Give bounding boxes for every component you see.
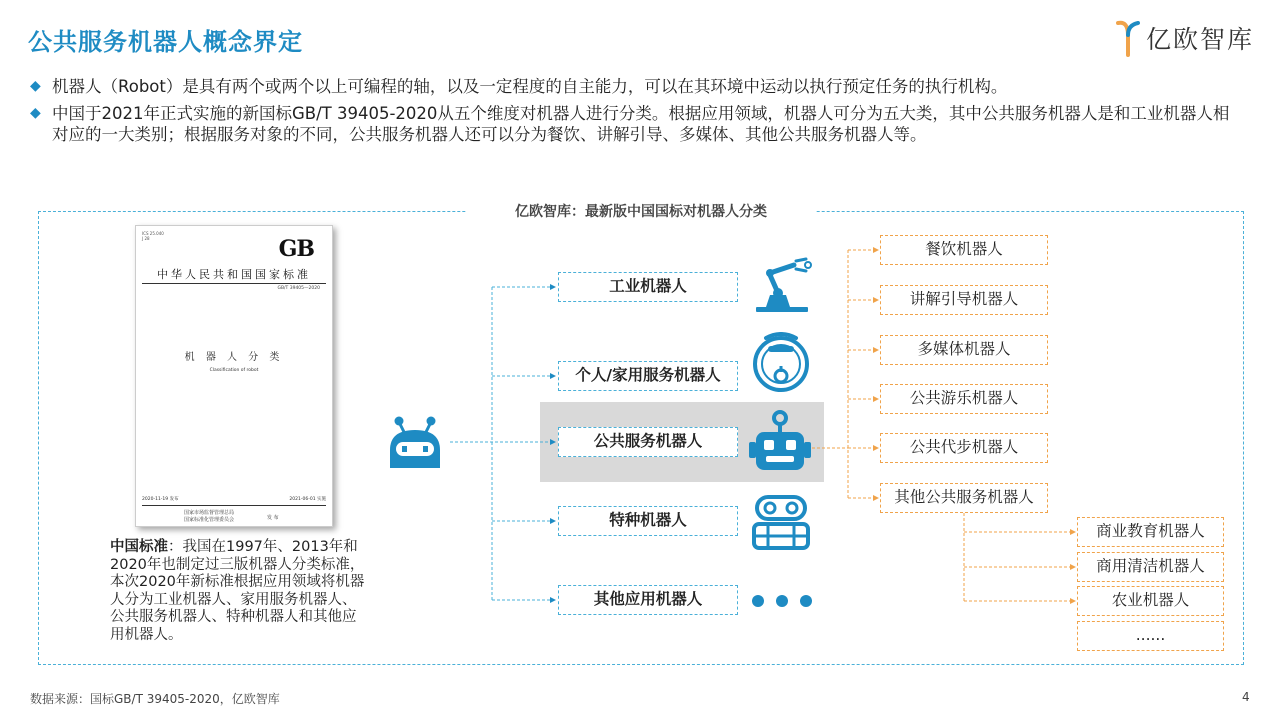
subtype-guide-robot: 讲解引导机器人 (880, 285, 1048, 315)
page-number: 4 (1242, 690, 1250, 704)
brand-mark-icon (1116, 19, 1140, 57)
bullet-text: 中国于2021年正式实施的新国标GB/T 39405-2020从五个维度对机器人进行分类。根据应用领域，机器人可分为五大类，其中公共服务机器人是和工业机器人相对应的一大类别；根据服务对象的不同，公共服务机器人还可以分为餐饮、讲解引导、多媒体、其他公共服务机器人等。 (52, 104, 1230, 144)
doc-name: 机 器 人 分 类 (184, 352, 284, 363)
doc-implement-date: 2021-06-01 实施 (289, 497, 326, 502)
doc-std-number: GB/T 39405—2020 (277, 286, 320, 291)
robot-vacuum-icon (750, 332, 812, 392)
category-other-robot: 其他应用机器人 (558, 585, 738, 615)
diamond-bullet-icon: ◆ (30, 105, 41, 121)
doc-publish-date: 2020-11-19 发布 (142, 497, 179, 502)
diamond-bullet-icon: ◆ (30, 78, 41, 94)
subtype-education-robot: 商业教育机器人 (1077, 517, 1224, 547)
ellipsis-dots-icon (750, 592, 814, 610)
subtype-catering-robot: 餐饮机器人 (880, 235, 1048, 265)
note-body: ：我国在1997年、2013年和2020年也制定过三版机器人分类标准，本次2020年新标准根据应用领域将机器人分为工业机器人、家用服务机器人、公共服务机器人、特种机器人和其他应用机器人。 (110, 539, 365, 643)
intro-bullets (30, 76, 1240, 151)
doc-name-en: Classification of robot (209, 368, 259, 373)
doc-header: 中华人民共和国国家标准 (157, 268, 311, 281)
doc-issuers: 国家市场监督管理总局 国家标准化管理委员会 (184, 510, 235, 523)
diagram-title: 亿欧智库：最新版中国国标对机器人分类 (466, 202, 816, 222)
category-public-service-robot: 公共服务机器人 (558, 427, 738, 457)
subtype-other-public-robot: 其他公共服务机器人 (880, 483, 1048, 513)
doc-rule (142, 283, 326, 284)
standard-document-cover (135, 225, 333, 527)
doc-ics-code: ICS 25.040 J 28 (142, 231, 164, 241)
page-title: 公共服务机器人概念界定 (28, 28, 303, 56)
gb-logo: GB (278, 236, 314, 262)
subtype-amusement-robot: 公共游乐机器人 (880, 384, 1048, 414)
robot-head-icon (388, 414, 442, 470)
data-source: 数据来源：国标GB/T 39405-2020，亿欧智库 (30, 692, 280, 706)
doc-issue: 发 布 (267, 515, 279, 521)
category-special-robot: 特种机器人 (558, 506, 738, 536)
subtype-agriculture-robot: 农业机器人 (1077, 586, 1224, 616)
bullet-text: 机器人（Robot）是具有两个或两个以上可编程的轴，以及一定程度的自主能力，可以在其环境中运动以执行预定任务的执行机构。 (52, 77, 1008, 96)
brand-name: 亿欧智库 (1146, 25, 1255, 54)
doc-rule (142, 505, 326, 506)
category-home-service-robot: 个人/家用服务机器人 (558, 361, 738, 391)
service-robot-icon (748, 410, 812, 474)
robot-arm-icon (750, 255, 814, 315)
standard-note (110, 539, 370, 644)
note-title: 中国标准 (110, 539, 168, 555)
bullet-item (30, 103, 1240, 145)
brand-logo (1116, 18, 1254, 58)
subtype-more: ...... (1077, 621, 1224, 651)
subtype-transport-robot: 公共代步机器人 (880, 433, 1048, 463)
bullet-item (30, 76, 1240, 97)
wheeled-robot-icon (752, 494, 810, 552)
category-industrial-robot: 工业机器人 (558, 272, 738, 302)
subtype-cleaning-robot: 商用清洁机器人 (1077, 552, 1224, 582)
subtype-multimedia-robot: 多媒体机器人 (880, 335, 1048, 365)
